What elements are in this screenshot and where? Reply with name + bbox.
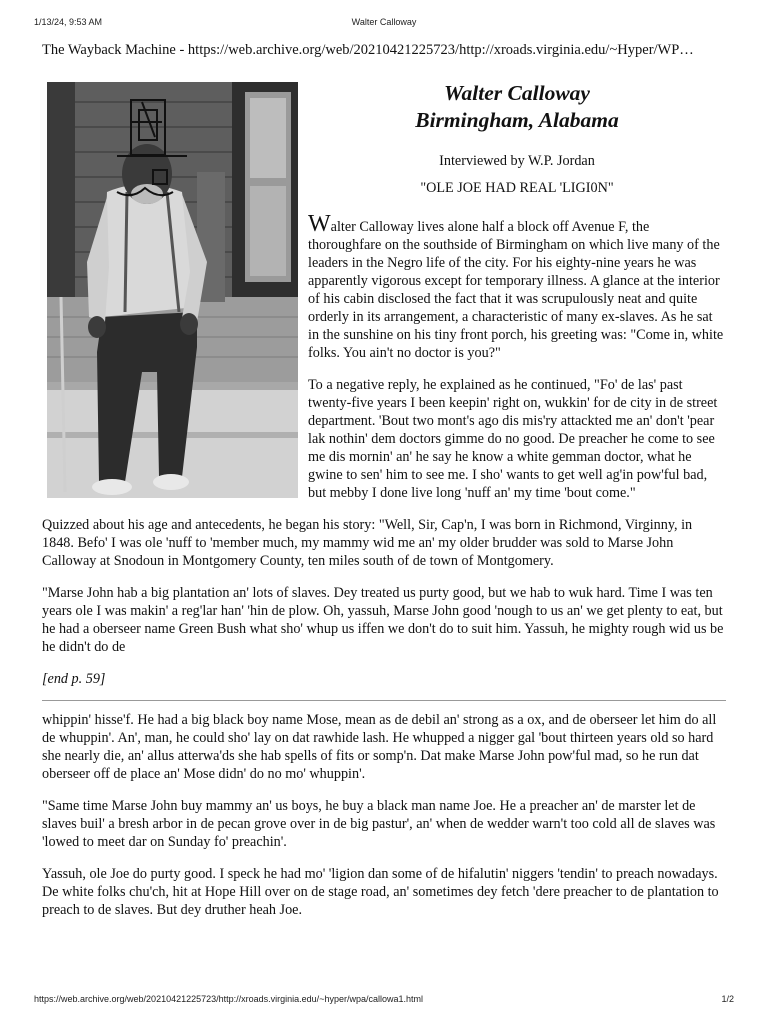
paragraph-3: Quizzed about his age and antecedents, he began his story: "Well, Sir, Cap'n, I was born in Richmond, Virginny, in 1848. Befo' I was ole 'nuff to 'member much, my mammy wid me an' my older brudder was sold to Marse John Calloway at Snodoun in Montgomery County, ten miles south of de town of Montgomery. bbox=[42, 517, 693, 569]
portrait-image bbox=[47, 82, 298, 498]
page-end-marker: [end p. 59] bbox=[42, 671, 106, 687]
paragraph-7: Yassuh, ole Joe do purty good. I speck he had mo' 'ligion dan some of de hifalutin' niggers 'tendin' to preach nowadays. De white folks chu'ch, hit at Hope Hill over on de stage road, an' sometimes dey fetch 'dere preacher to de plantation to preach to de slaves. But dey druther heah Joe. bbox=[42, 866, 719, 918]
article-title-name: Walter Calloway bbox=[444, 81, 590, 105]
print-header bbox=[34, 17, 734, 27]
print-footer bbox=[34, 994, 734, 1004]
article-heading bbox=[303, 80, 726, 197]
paragraph-2: To a negative reply, he explained as he continued, "Fo' de las' past twenty-five years I been keepin' right on, wukkin' for de city in de street department. 'Bout two mont's ago dis mis'ry attackted me an' don't 'pear lak nothin' dem doctors gimme do no good. De preacher he come to see me dis mornin' an' he say he know a white gemman doctor, what he gwine to sen' him to see me. I sho' wants to get well ag'in pow'ful bad, but mebby I done live long 'nuff an' my time 'bout come." bbox=[308, 377, 718, 501]
paragraph-4: "Marse John hab a big plantation an' lots of slaves. Dey treated us purty good, but we hab to wuk hard. Time I was ten years ole I was makin' a reg'lar han' 'hin de plow. Oh, yassuh, Marse John good 'nough to us an' we get plenty to eat, but he had a oberseer name Green Bush what sho' whup us iffen we don't do to suit him. Yassuh, he mighty rough wid us be he didn't do de bbox=[42, 585, 724, 655]
article-subtitle: "OLE JOE HAD REAL 'LIGI0N" bbox=[420, 180, 614, 196]
page-number: 1/2 bbox=[721, 994, 734, 1004]
page-separator bbox=[42, 700, 726, 701]
drop-cap: W bbox=[308, 211, 331, 237]
paragraph-intro-text: alter Calloway lives alone half a block off Avenue F, the thoroughfare on the southside of Birmingham on which live many of the leaders in the Negro life of the city. For his eighty-nine years he was apparently vigorous except for temporary illness. A glance at the interior of his cabin disclosed the fact that it was scrupulously neat and quite orderly in its arrangement, a characteristic of many ex-slaves. As he sat in the sunshine on his tiny front porch, his greeting was: "Come in, white folks. You ain't no doctor is you?" bbox=[308, 219, 724, 361]
portrait-photo bbox=[47, 82, 298, 498]
interviewer-line: Interviewed by W.P. Jordan bbox=[439, 153, 595, 169]
print-datetime: 1/13/24, 9:53 AM bbox=[34, 17, 103, 27]
wayback-banner[interactable]: The Wayback Machine - https://web.archive.org/web/20210421225723/http://xroads.virginia.edu/~Hyper/WP… bbox=[42, 42, 694, 58]
print-title: Walter Calloway bbox=[351, 17, 417, 27]
footer-url[interactable]: https://web.archive.org/web/20210421225723/http://xroads.virginia.edu/~hyper/wpa/callowa1.html bbox=[34, 994, 423, 1004]
article-title-place: Birmingham, Alabama bbox=[415, 108, 619, 132]
paragraph-5: whippin' hisse'f. He had a big black boy name Mose, mean as de debil an' strong as a ox, and de oberseer let him do all de whuppin'. An', man, he could sho' lay on dat rawhide lash. He whupped a nigger gal 'bout thirteen years old so hard she nearly die, an' allus atterwa'ds she hab spells of fits or somp'n. Dat make Marse John pow'ful mad, so he run dat oberseer off de place an' Mose didn' do no mo' whuppin'. bbox=[42, 712, 717, 782]
paragraph-6: "Same time Marse John buy mammy an' us boys, he buy a black man name Joe. He a preacher an' de marster let de slaves buil' a bresh arbor in de pecan grove over in de big pastur', an' when de wedder warn't too cold all de slaves was 'lowed to meet dar on Sunday fo' preachin'. bbox=[42, 798, 716, 850]
article-body bbox=[42, 80, 726, 933]
